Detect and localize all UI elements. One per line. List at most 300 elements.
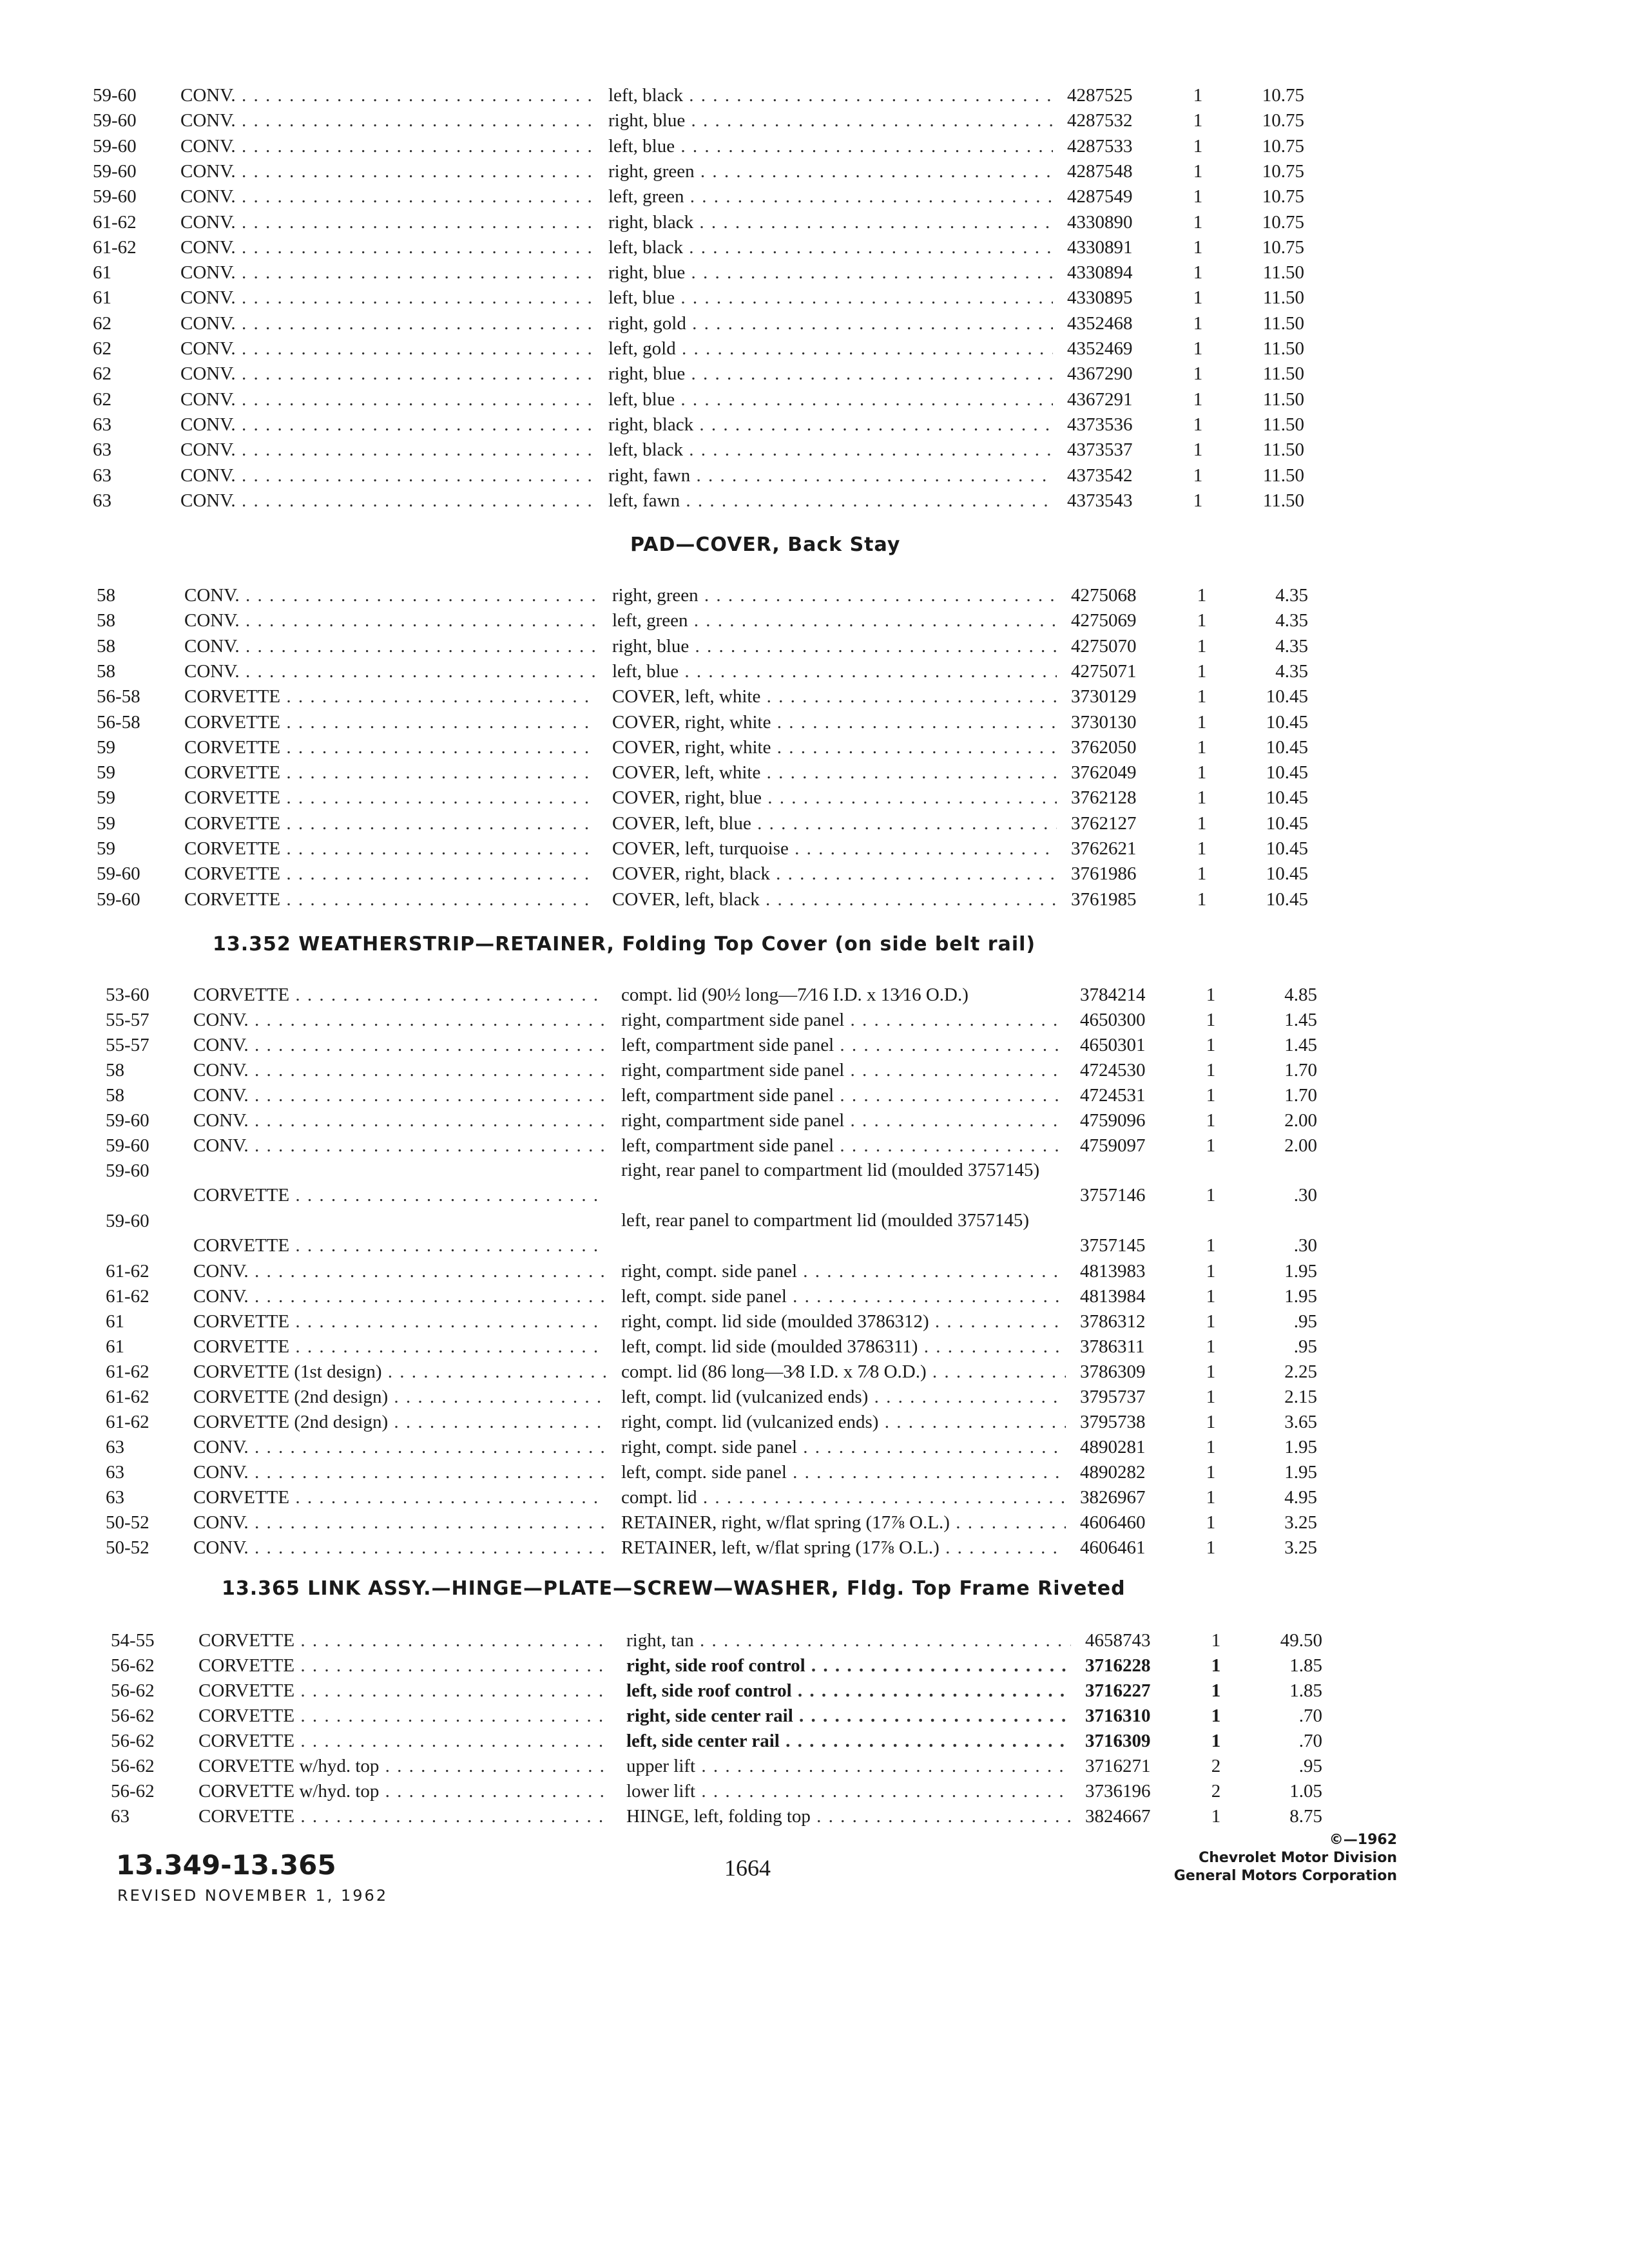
table-row [0, 633, 1353, 659]
quantity: 1 [1193, 363, 1203, 385]
table-row [9, 1459, 1362, 1485]
model-name: CONV. . . . [193, 1434, 606, 1460]
model-name: CONV. . . . [193, 1258, 606, 1284]
model-year: 62 [93, 363, 111, 385]
part-description: right, blue . . . [608, 361, 1053, 387]
part-description: left, blue . . . [612, 658, 1057, 684]
table-row [9, 1535, 1362, 1561]
quantity: 1 [1193, 287, 1203, 309]
table-row [0, 184, 1349, 209]
model-year: 59 [97, 762, 115, 783]
list-price: 10.75 [1262, 160, 1304, 182]
model-year: 61 [106, 1311, 124, 1332]
quantity: 1 [1206, 1286, 1216, 1307]
table-row [0, 463, 1349, 488]
part-description: right, compt. side panel . . . [621, 1258, 1066, 1284]
model-year: 62 [93, 338, 111, 359]
model-name: CORVETTE . . . [198, 1653, 611, 1678]
part-description: COVER, right, white . . . [612, 709, 1057, 735]
quantity: 1 [1206, 1261, 1216, 1282]
model-name: CONV. . . . [184, 608, 597, 633]
part-number: 4352469 [1067, 338, 1133, 359]
list-price: 1.45 [1284, 1010, 1317, 1030]
model-year: 59-60 [93, 186, 137, 207]
model-name: CONV. . . . [184, 582, 597, 608]
part-description: left, side roof control . . . [626, 1678, 1071, 1704]
list-price: 10.45 [1266, 812, 1308, 834]
part-description: right, tan . . . [626, 1628, 1071, 1653]
list-price: 2.15 [1284, 1387, 1317, 1407]
part-description: right, rear panel to compartment lid (moulded 3757145) [621, 1160, 1040, 1180]
table-row [9, 1309, 1362, 1334]
part-description: COVER, right, black . . . [612, 861, 1057, 887]
part-description: COVER, left, white . . . [612, 760, 1057, 785]
model-name: CORVETTE . . . [184, 760, 597, 785]
model-name: CONV. . . . [180, 133, 593, 159]
quantity: 1 [1197, 711, 1207, 733]
quantity: 1 [1206, 1462, 1216, 1483]
part-description: COVER, right, blue . . . [612, 785, 1057, 811]
part-description: left, blue . . . [608, 387, 1053, 412]
list-price: 1.70 [1284, 1085, 1317, 1106]
model-year: 59-60 [93, 135, 137, 157]
section-heading-link-assy: 13.365 LINK ASSY.—HINGE—PLATE—SCREW—WASHER, Fldg. Top Frame Riveted [222, 1577, 1126, 1600]
model-name: CORVETTE . . . [193, 1233, 606, 1258]
part-number: 3761986 [1071, 863, 1137, 885]
table-row [0, 235, 1349, 260]
model-name: CONV. . . . [180, 488, 593, 514]
quantity: 1 [1197, 889, 1207, 910]
list-price: 8.75 [1289, 1806, 1322, 1827]
publisher-block [1174, 1831, 1397, 1885]
list-price: 2.00 [1284, 1135, 1317, 1156]
quantity: 1 [1193, 135, 1203, 157]
part-description: left, compt. lid (vulcanized ends) . . . [621, 1384, 1066, 1410]
table-row [0, 608, 1353, 633]
model-year: 56-62 [111, 1731, 155, 1751]
list-price: 49.50 [1280, 1630, 1322, 1651]
table-row [9, 1359, 1362, 1385]
list-price: 1.85 [1289, 1680, 1322, 1701]
model-year: 59-60 [106, 1110, 149, 1131]
quantity: 1 [1193, 465, 1203, 486]
division-name: Chevrolet Motor Division [1199, 1850, 1397, 1866]
part-number: 4373537 [1067, 439, 1133, 461]
quantity: 1 [1206, 985, 1216, 1005]
part-description: left, compartment side panel . . . [621, 1032, 1066, 1058]
model-year: 61 [93, 287, 111, 309]
table-row [0, 285, 1349, 311]
model-year: 61 [106, 1336, 124, 1357]
model-year: 63 [93, 439, 111, 461]
model-year: 61-62 [106, 1412, 149, 1432]
part-number: 4275068 [1071, 585, 1137, 606]
list-price: 2.25 [1284, 1361, 1317, 1382]
quantity: 1 [1193, 211, 1203, 233]
part-number: 4373543 [1067, 490, 1133, 511]
quantity: 1 [1206, 1010, 1216, 1030]
model-name: CORVETTE . . . [198, 1703, 611, 1729]
model-name: CORVETTE . . . [193, 982, 606, 1008]
quantity: 1 [1211, 1731, 1221, 1751]
quantity: 1 [1193, 85, 1203, 106]
quantity: 1 [1193, 389, 1203, 410]
model-year: 56-62 [111, 1781, 155, 1802]
model-year: 58 [106, 1060, 124, 1081]
model-name: CORVETTE . . . [184, 836, 597, 861]
part-number: 3826967 [1080, 1487, 1146, 1508]
quantity: 1 [1206, 1035, 1216, 1055]
quantity: 1 [1206, 1537, 1216, 1558]
part-description: left, black . . . [608, 437, 1053, 463]
quantity: 1 [1197, 635, 1207, 657]
model-year: 50-52 [106, 1537, 149, 1558]
model-year: 58 [97, 585, 115, 606]
model-year: 59 [97, 787, 115, 809]
part-description: left, black . . . [608, 82, 1053, 108]
part-number: 3786311 [1080, 1336, 1145, 1357]
table-row [9, 1384, 1362, 1410]
model-name: CONV. . . . [180, 437, 593, 463]
model-year: 58 [97, 610, 115, 631]
list-price: 3.65 [1284, 1412, 1317, 1432]
model-name: CONV. . . . [180, 260, 593, 285]
quantity: 1 [1211, 1806, 1221, 1827]
quantity: 1 [1193, 338, 1203, 359]
list-price: 10.45 [1266, 736, 1308, 758]
model-name: CONV. . . . [180, 336, 593, 361]
part-description: left, green . . . [612, 608, 1057, 633]
part-number: 4724531 [1080, 1085, 1146, 1106]
model-name: CORVETTE . . . [193, 1485, 606, 1510]
list-price: 10.45 [1266, 787, 1308, 809]
table-row [0, 361, 1349, 387]
model-year: 59 [97, 838, 115, 859]
table-row [0, 785, 1353, 811]
model-year: 62 [93, 312, 111, 334]
part-number: 4759097 [1080, 1135, 1146, 1156]
section-heading-pad-cover: PAD—COVER, Back Stay [630, 533, 901, 556]
table-row [0, 260, 1349, 285]
part-number: 3757146 [1080, 1185, 1146, 1206]
list-price: 1.95 [1284, 1286, 1317, 1307]
model-year: 54-55 [111, 1630, 155, 1651]
part-description: RETAINER, right, w/flat spring (17⅞ O.L.) . . . [621, 1510, 1066, 1535]
quantity: 1 [1197, 585, 1207, 606]
part-number: 3716271 [1085, 1756, 1151, 1776]
model-year: 58 [97, 635, 115, 657]
model-year: 61-62 [106, 1387, 149, 1407]
part-description: lower lift . . . [626, 1778, 1071, 1804]
table-row [9, 1258, 1362, 1284]
part-number: 4330891 [1067, 236, 1133, 258]
model-name: CORVETTE . . . [198, 1728, 611, 1754]
list-price: 11.50 [1262, 338, 1304, 359]
quantity: 1 [1197, 610, 1207, 631]
table-row [0, 811, 1353, 836]
model-name: CORVETTE . . . [193, 1334, 606, 1360]
part-description: right, black . . . [608, 412, 1053, 437]
part-number: 3762621 [1071, 838, 1137, 859]
part-number: 4287533 [1067, 135, 1133, 157]
part-number: 3716309 [1085, 1731, 1151, 1751]
copyright-line: ©—1962 [1329, 1832, 1397, 1848]
table-row [14, 1703, 1367, 1729]
table-row [9, 1208, 1362, 1258]
part-description: left, rear panel to compartment lid (moulded 3757145) [621, 1210, 1029, 1231]
list-price: 11.50 [1262, 312, 1304, 334]
model-name: CORVETTE . . . [184, 684, 597, 709]
part-description: left, blue . . . [608, 285, 1053, 311]
list-price: 10.45 [1266, 889, 1308, 910]
table-row [0, 209, 1349, 235]
model-name: CONV. . . . [193, 1082, 606, 1108]
list-price: 10.45 [1266, 711, 1308, 733]
list-price: 10.75 [1262, 236, 1304, 258]
table-row [0, 488, 1349, 514]
table-row [0, 108, 1349, 133]
model-year: 59-60 [97, 889, 140, 910]
part-number: 4890281 [1080, 1437, 1146, 1457]
table-row [0, 387, 1349, 412]
model-year: 61-62 [93, 236, 137, 258]
model-name: CONV. . . . [193, 1459, 606, 1485]
quantity: 1 [1197, 787, 1207, 809]
model-year: 61-62 [93, 211, 137, 233]
table-row [9, 1108, 1362, 1133]
table-row [9, 1409, 1362, 1435]
part-description: left, blue . . . [608, 133, 1053, 159]
model-name: CORVETTE . . . [184, 887, 597, 912]
model-name: CORVETTE . . . [184, 785, 597, 811]
model-name: CONV. . . . [180, 108, 593, 133]
table-row [0, 861, 1353, 887]
list-price: 2.00 [1284, 1110, 1317, 1131]
model-name: CONV. . . . [193, 1510, 606, 1535]
list-price: 4.35 [1275, 610, 1308, 631]
list-price: 4.95 [1284, 1487, 1317, 1508]
table-row [14, 1678, 1367, 1704]
model-name: CONV. . . . [193, 1007, 606, 1033]
table-row [9, 1082, 1362, 1108]
model-name: CORVETTE . . . [184, 811, 597, 836]
quantity: 1 [1206, 1235, 1216, 1256]
model-year: 59-60 [97, 863, 140, 885]
section-heading-weatherstrip: 13.352 WEATHERSTRIP—RETAINER, Folding Top Cover (on side belt rail) [213, 933, 1036, 956]
part-number: 4606460 [1080, 1512, 1146, 1533]
list-price: 1.95 [1284, 1261, 1317, 1282]
model-name: CORVETTE (2nd design) . . . [193, 1384, 606, 1410]
quantity: 1 [1197, 863, 1207, 885]
part-description: left, compt. side panel . . . [621, 1283, 1066, 1309]
part-number: 4287532 [1067, 110, 1133, 131]
part-number: 3795737 [1080, 1387, 1146, 1407]
part-number: 4330895 [1067, 287, 1133, 309]
part-description: left, fawn . . . [608, 488, 1053, 514]
part-number: 3757145 [1080, 1235, 1146, 1256]
part-description: right, black . . . [608, 209, 1053, 235]
list-price: 4.85 [1284, 985, 1317, 1005]
revision-date: REVISED NOVEMBER 1, 1962 [117, 1887, 389, 1905]
list-price: 11.50 [1262, 389, 1304, 410]
quantity: 1 [1197, 762, 1207, 783]
table-row [0, 709, 1353, 735]
quantity: 1 [1193, 110, 1203, 131]
model-year: 62 [93, 389, 111, 410]
part-description: left, compt. side panel . . . [621, 1459, 1066, 1485]
list-price: 11.50 [1262, 439, 1304, 461]
table-row [14, 1753, 1367, 1779]
part-number: 3716228 [1085, 1655, 1151, 1676]
quantity: 2 [1211, 1756, 1221, 1776]
model-name: CORVETTE w/hyd. top . . . [198, 1778, 611, 1804]
model-name: CONV. . . . [184, 633, 597, 659]
quantity: 1 [1211, 1630, 1221, 1651]
model-year: 61-62 [106, 1261, 149, 1282]
table-row [0, 887, 1353, 912]
part-number: 4330890 [1067, 211, 1133, 233]
quantity: 1 [1206, 1311, 1216, 1332]
list-price: 11.50 [1262, 262, 1304, 284]
model-name: CONV. . . . [193, 1032, 606, 1058]
list-price: .95 [1293, 1336, 1317, 1357]
model-year: 56-62 [111, 1706, 155, 1726]
list-price: 1.45 [1284, 1035, 1317, 1055]
table-row [0, 82, 1349, 108]
quantity: 1 [1193, 186, 1203, 207]
part-description: COVER, left, black . . . [612, 887, 1057, 912]
model-year: 50-52 [106, 1512, 149, 1533]
list-price: 1.85 [1289, 1655, 1322, 1676]
part-description: right, green . . . [608, 159, 1053, 184]
quantity: 1 [1211, 1655, 1221, 1676]
quantity: 1 [1193, 262, 1203, 284]
model-year: 56-62 [111, 1756, 155, 1776]
model-name: CORVETTE (2nd design) . . . [193, 1409, 606, 1435]
model-year: 59-60 [106, 1135, 149, 1156]
part-description: right, side roof control . . . [626, 1653, 1071, 1678]
model-year: 59 [97, 812, 115, 834]
model-name: CORVETTE . . . [193, 1182, 606, 1208]
quantity: 1 [1206, 1387, 1216, 1407]
part-description: right, gold . . . [608, 311, 1053, 336]
part-description: COVER, left, turquoise . . . [612, 836, 1057, 861]
model-year: 61-62 [106, 1286, 149, 1307]
part-description: left, green . . . [608, 184, 1053, 209]
list-price: 1.70 [1284, 1060, 1317, 1081]
model-name: CONV. . . . [180, 159, 593, 184]
list-price: 10.75 [1262, 135, 1304, 157]
list-price: 3.25 [1284, 1537, 1317, 1558]
part-description: COVER, right, white . . . [612, 735, 1057, 760]
part-description: COVER, left, blue . . . [612, 811, 1057, 836]
table-row [9, 1434, 1362, 1460]
model-name: CONV. . . . [193, 1057, 606, 1083]
model-year: 59-60 [93, 85, 137, 106]
model-name: CONV. . . . [180, 235, 593, 260]
list-price: 10.45 [1266, 762, 1308, 783]
part-number: 3736196 [1085, 1781, 1151, 1802]
list-price: 11.50 [1262, 465, 1304, 486]
part-number: 3716310 [1085, 1706, 1151, 1726]
table-row [9, 982, 1362, 1008]
list-price: 3.25 [1284, 1512, 1317, 1533]
table-row [0, 658, 1353, 684]
table-row [14, 1778, 1367, 1804]
list-price: 10.45 [1266, 863, 1308, 885]
list-price: 4.35 [1275, 635, 1308, 657]
list-price: 10.75 [1262, 85, 1304, 106]
part-number: 4373536 [1067, 414, 1133, 435]
list-price: 10.75 [1262, 211, 1304, 233]
list-price: 10.75 [1262, 110, 1304, 131]
model-name: CORVETTE . . . [198, 1678, 611, 1704]
quantity: 1 [1211, 1706, 1221, 1726]
model-name: CONV. . . . [193, 1283, 606, 1309]
part-number: 3786312 [1080, 1311, 1146, 1332]
part-number: 3762128 [1071, 787, 1137, 809]
model-year: 59-60 [93, 110, 137, 131]
model-year: 63 [106, 1437, 124, 1457]
model-name: CONV. . . . [180, 82, 593, 108]
part-description: right, compt. side panel . . . [621, 1434, 1066, 1460]
part-description: left, compt. lid side (moulded 3786311) . . . [621, 1334, 1066, 1360]
quantity: 1 [1206, 1512, 1216, 1533]
quantity: 1 [1206, 1487, 1216, 1508]
part-description: compt. lid . . . [621, 1485, 1066, 1510]
part-number: 3730130 [1071, 711, 1137, 733]
model-year: 55-57 [106, 1035, 149, 1055]
list-price: 4.35 [1275, 660, 1308, 682]
corporation-name: General Motors Corporation [1173, 1868, 1397, 1884]
part-description: left, compartment side panel . . . [621, 1082, 1066, 1108]
model-year: 59 [97, 736, 115, 758]
quantity: 2 [1211, 1781, 1221, 1802]
table-row [0, 735, 1353, 760]
part-number: 4373542 [1067, 465, 1133, 486]
model-year: 56-58 [97, 686, 140, 707]
part-description: compt. lid (90½ long—7⁄16 I.D. x 13⁄16 O.D.) [621, 985, 969, 1005]
quantity: 1 [1206, 1185, 1216, 1206]
model-year: 63 [93, 465, 111, 486]
quantity: 1 [1197, 812, 1207, 834]
model-name: CORVETTE . . . [184, 861, 597, 887]
part-number: 4650300 [1080, 1010, 1146, 1030]
model-year: 63 [93, 490, 111, 511]
part-number: 4330894 [1067, 262, 1133, 284]
part-description: COVER, left, white . . . [612, 684, 1057, 709]
part-number: 3716227 [1085, 1680, 1151, 1701]
part-number: 4658743 [1085, 1630, 1151, 1651]
table-row [14, 1803, 1367, 1829]
part-number: 4813983 [1080, 1261, 1146, 1282]
part-number: 4367291 [1067, 389, 1133, 410]
quantity: 1 [1206, 1135, 1216, 1156]
quantity: 1 [1206, 1361, 1216, 1382]
model-year: 63 [106, 1487, 124, 1508]
page-number: 1664 [724, 1855, 771, 1881]
part-description: right, blue . . . [612, 633, 1057, 659]
list-price: .30 [1293, 1235, 1317, 1256]
part-number: 4275071 [1071, 660, 1137, 682]
quantity: 1 [1197, 736, 1207, 758]
model-year: 58 [97, 660, 115, 682]
part-description: RETAINER, left, w/flat spring (17⅞ O.L.) . . . [621, 1535, 1066, 1561]
part-description: left, compartment side panel . . . [621, 1133, 1066, 1158]
part-description: right, side center rail . . . [626, 1703, 1071, 1729]
list-price: 4.35 [1275, 585, 1308, 606]
list-price: .95 [1293, 1311, 1317, 1332]
